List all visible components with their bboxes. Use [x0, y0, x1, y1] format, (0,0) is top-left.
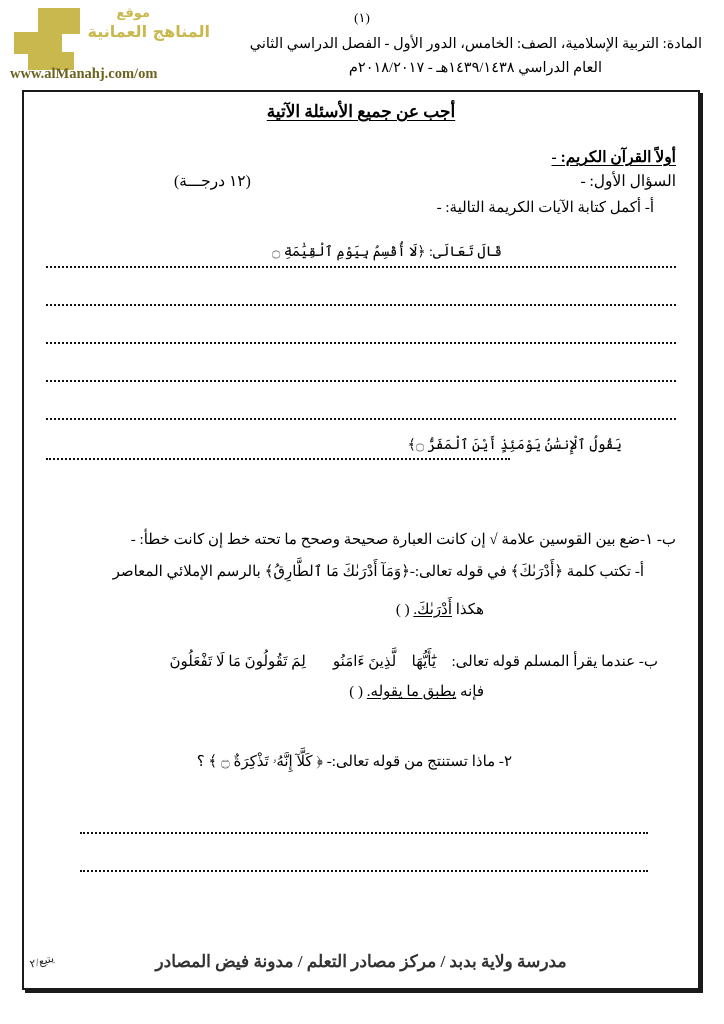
- page-header: [0, 0, 724, 90]
- question-two-text: ٢- ماذا تستنتج من قوله تعالى:- ﴿ كَلَّآ إِنَّهُۥ تَذْكِرَةٌ ۝ ﴾ ؟: [196, 754, 512, 770]
- answer-underlined-word: أَدْرَىٰكَ.: [413, 602, 452, 618]
- subject-info-line: المادة: التربية الإسلامية، الصف: الخامس، الدور الأول - الفصل الدراسي الثاني: [249, 36, 702, 52]
- academic-year-line: العام الدراسي ١٤٣٩/١٤٣٨هـ - ٢٠١٨/٢٠١٧م: [348, 60, 602, 76]
- answer-line[interactable]: [46, 418, 676, 420]
- answer-prefix-text: فإنه: [460, 684, 484, 700]
- section-heading-quran: أولاً القرآن الكريم: -: [551, 149, 676, 166]
- true-false-bracket[interactable]: ( ): [395, 602, 410, 618]
- exam-content-sheet: [22, 90, 700, 980]
- answer-prefix-text: هكذا: [455, 602, 484, 618]
- logo-word-top: موقع: [116, 6, 150, 21]
- answer-underlined-phrase: يطبق ما يقوله.: [366, 684, 457, 700]
- site-url-text: www.alManahj.com/om: [10, 66, 158, 82]
- answer-line[interactable]: [46, 380, 676, 382]
- part-b1-item-a-answer-row: [396, 600, 484, 619]
- logo-word-bottom: المناهج العمانية: [87, 22, 210, 41]
- part-b-item-b: ب- عندما يقرأ المسلم قوله تعالى: ﴿يَٰٓأَيُّهَا ٱلَّذِينَ ءَامَنُوا۟ لِمَ تَقُولُونَ مَا لَا تَفْعَلُونَ ﴾: [154, 654, 658, 670]
- quran-verse-qiyamah: قَالَ تَعَالَى: ﴿لَا أُقْسِمُ بِيَوْمِ ٱلْقِيَٰمَةِ ۝: [272, 245, 502, 260]
- question-one-label: السؤال الأول: -: [580, 173, 676, 190]
- page-title: أجب عن جميع الأسئلة الآتية: [266, 102, 456, 121]
- answer-line[interactable]: [46, 458, 510, 460]
- answer-line[interactable]: [46, 266, 676, 268]
- answer-line[interactable]: [80, 870, 648, 872]
- quran-verse-mafarr: يَقُولُ ٱلْإِنسَٰنُ يَوْمَئِذٍ أَيْنَ ٱلْمَفَرُّ ۝﴾: [407, 438, 622, 453]
- page-number: (١): [354, 10, 370, 25]
- footer-school-credit: مدرسة ولاية بدبد / مركز مصادر التعلم / مدونة فيض المصادر: [155, 952, 567, 971]
- true-false-bracket[interactable]: ( ): [349, 684, 364, 700]
- question-one-marks: (١٢ درجـــة): [174, 173, 251, 190]
- continued-marker: يتبع/٢: [28, 952, 56, 971]
- part-b-item-b-answer-row: [349, 682, 484, 701]
- part-b1-instruction: ب- ١-ضع بين القوسين علامة √ إن كانت العبارة صحيحة وصحح ما تحته خط إن كانت خطأ: -: [130, 532, 676, 548]
- answer-line[interactable]: [46, 304, 676, 306]
- answer-line[interactable]: [46, 342, 676, 344]
- question-one-part-a-instruction: أ- أكمل كتابة الآيات الكريمة التالية: -: [436, 200, 654, 216]
- page-footer: [22, 940, 700, 990]
- answer-line[interactable]: [80, 832, 648, 834]
- part-b1-item-a: أ- تكتب كلمة ﴿أَدْرَىٰكَ﴾ في قوله تعالى:-﴿وَمَآ أَدْرَىٰكَ مَا ٱلطَّارِقُ﴾ بالرسم الإملائي المعاصر: [112, 564, 644, 580]
